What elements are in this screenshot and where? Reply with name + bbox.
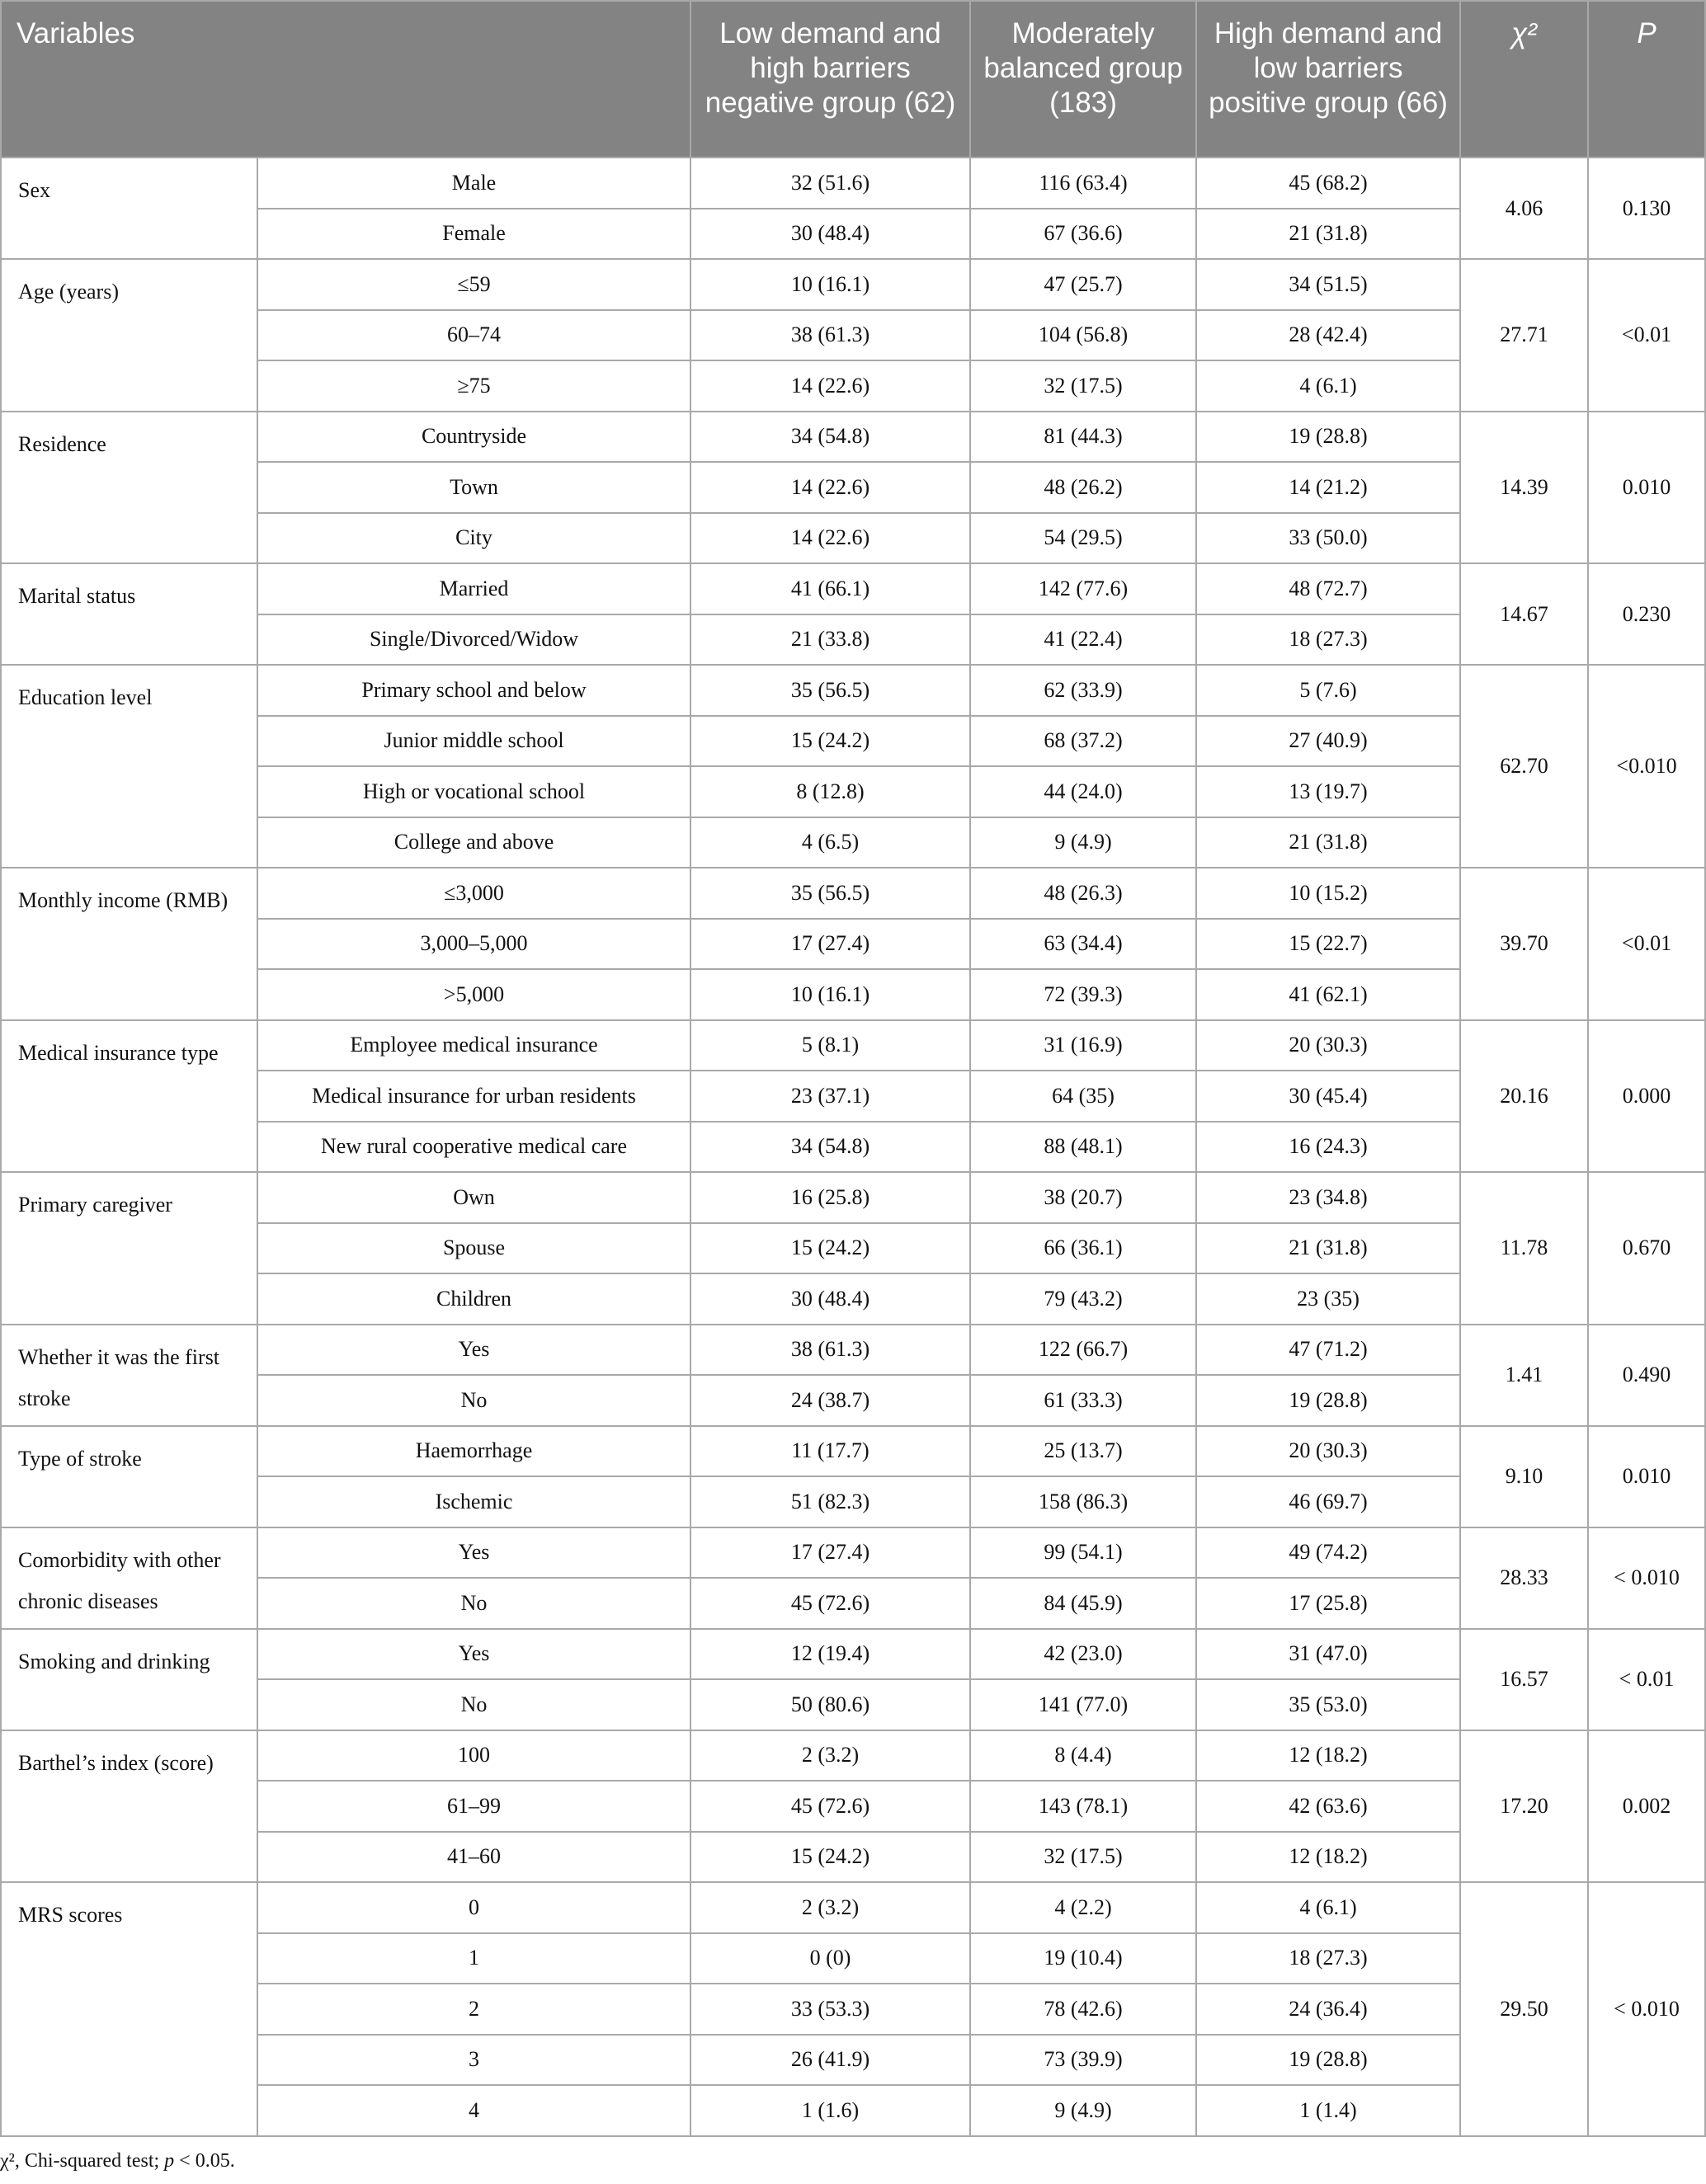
low-group-cell: 16 (25.8) xyxy=(690,1172,970,1223)
category-cell: Yes xyxy=(257,1325,690,1376)
high-group-cell: 14 (21.2) xyxy=(1196,462,1460,513)
chi2-cell: 28.33 xyxy=(1460,1527,1588,1629)
variable-cell: Education level xyxy=(1,665,257,868)
moderate-group-cell: 48 (26.3) xyxy=(970,868,1196,919)
p-value-cell: 0.010 xyxy=(1588,1426,1705,1527)
category-cell: New rural cooperative medical care xyxy=(257,1122,690,1173)
p-value-cell: <0.01 xyxy=(1588,868,1705,1020)
category-cell: Spouse xyxy=(257,1223,690,1274)
p-value-cell: < 0.010 xyxy=(1588,1527,1705,1629)
low-group-cell: 24 (38.7) xyxy=(690,1375,970,1426)
low-group-cell: 14 (22.6) xyxy=(690,360,970,412)
low-group-cell: 38 (61.3) xyxy=(690,310,970,361)
table-row xyxy=(1,1629,1705,1680)
low-group-cell: 34 (54.8) xyxy=(690,1122,970,1173)
high-group-cell: 49 (74.2) xyxy=(1196,1527,1460,1579)
moderate-group-cell: 116 (63.4) xyxy=(970,158,1196,209)
chi2-cell: 16.57 xyxy=(1460,1629,1588,1730)
high-group-cell: 10 (15.2) xyxy=(1196,868,1460,919)
category-cell: >5,000 xyxy=(257,969,690,1020)
variable-cell: Smoking and drinking xyxy=(1,1629,257,1730)
low-group-cell: 12 (19.4) xyxy=(690,1629,970,1680)
moderate-group-cell: 62 (33.9) xyxy=(970,665,1196,716)
category-cell: 100 xyxy=(257,1730,690,1782)
moderate-group-cell: 32 (17.5) xyxy=(970,1832,1196,1883)
category-cell: No xyxy=(257,1578,690,1629)
high-group-cell: 47 (71.2) xyxy=(1196,1325,1460,1376)
footnote-text: , Chi-squared test; xyxy=(14,2150,165,2172)
moderate-group-cell: 84 (45.9) xyxy=(970,1578,1196,1629)
high-group-cell: 18 (27.3) xyxy=(1196,1933,1460,1984)
low-group-cell: 17 (27.4) xyxy=(690,1527,970,1579)
high-group-cell: 27 (40.9) xyxy=(1196,716,1460,767)
category-cell: Countryside xyxy=(257,412,690,463)
p-value-cell: 0.670 xyxy=(1588,1172,1705,1325)
high-group-cell: 46 (69.7) xyxy=(1196,1476,1460,1527)
high-group-cell: 19 (28.8) xyxy=(1196,2035,1460,2086)
moderate-group-cell: 64 (35) xyxy=(970,1071,1196,1122)
category-cell: Junior middle school xyxy=(257,716,690,767)
header-low-group: Low demand and high barriers negative group (62) xyxy=(690,1,970,158)
category-cell: Employee medical insurance xyxy=(257,1020,690,1071)
low-group-cell: 0 (0) xyxy=(690,1933,970,1984)
variable-cell: Comorbidity with other chronic diseases xyxy=(1,1527,257,1629)
chi2-cell: 39.70 xyxy=(1460,868,1588,1020)
variable-cell: Type of stroke xyxy=(1,1426,257,1527)
moderate-group-cell: 68 (37.2) xyxy=(970,716,1196,767)
low-group-cell: 34 (54.8) xyxy=(690,412,970,463)
chi2-cell: 14.67 xyxy=(1460,563,1588,665)
category-cell: High or vocational school xyxy=(257,766,690,817)
category-cell: Town xyxy=(257,462,690,513)
moderate-group-cell: 47 (25.7) xyxy=(970,259,1196,310)
low-group-cell: 23 (37.1) xyxy=(690,1071,970,1122)
high-group-cell: 13 (19.7) xyxy=(1196,766,1460,817)
moderate-group-cell: 31 (16.9) xyxy=(970,1020,1196,1071)
moderate-group-cell: 41 (22.4) xyxy=(970,614,1196,666)
p-value-cell: 0.230 xyxy=(1588,563,1705,665)
high-group-cell: 23 (34.8) xyxy=(1196,1172,1460,1223)
footnote-p-text: < 0.05. xyxy=(174,2150,235,2172)
low-group-cell: 50 (80.6) xyxy=(690,1679,970,1730)
high-group-cell: 42 (63.6) xyxy=(1196,1781,1460,1832)
table-footnote xyxy=(0,2150,235,2172)
variable-cell: Residence xyxy=(1,412,257,564)
p-value-cell: <0.010 xyxy=(1588,665,1705,868)
low-group-cell: 51 (82.3) xyxy=(690,1476,970,1527)
high-group-cell: 12 (18.2) xyxy=(1196,1730,1460,1782)
high-group-cell: 12 (18.2) xyxy=(1196,1832,1460,1883)
category-cell: College and above xyxy=(257,817,690,868)
table-row xyxy=(1,1882,1705,1933)
high-group-cell: 5 (7.6) xyxy=(1196,665,1460,716)
chi2-cell: 17.20 xyxy=(1460,1730,1588,1883)
high-group-cell: 19 (28.8) xyxy=(1196,1375,1460,1426)
category-cell: 0 xyxy=(257,1882,690,1933)
category-cell: 3,000–5,000 xyxy=(257,919,690,970)
low-group-cell: 10 (16.1) xyxy=(690,259,970,310)
high-group-cell: 30 (45.4) xyxy=(1196,1071,1460,1122)
variable-cell: MRS scores xyxy=(1,1882,257,2136)
table-row xyxy=(1,868,1705,919)
table-row xyxy=(1,563,1705,614)
category-cell: 2 xyxy=(257,1984,690,2035)
moderate-group-cell: 54 (29.5) xyxy=(970,513,1196,564)
high-group-cell: 17 (25.8) xyxy=(1196,1578,1460,1629)
chi2-cell: 27.71 xyxy=(1460,259,1588,412)
variable-cell: Primary caregiver xyxy=(1,1172,257,1325)
low-group-cell: 41 (66.1) xyxy=(690,563,970,614)
high-group-cell: 23 (35) xyxy=(1196,1273,1460,1325)
chi2-cell: 20.16 xyxy=(1460,1020,1588,1173)
category-cell: 41–60 xyxy=(257,1832,690,1883)
category-cell: Ischemic xyxy=(257,1476,690,1527)
header-row xyxy=(1,1,1705,158)
high-group-cell: 16 (24.3) xyxy=(1196,1122,1460,1173)
low-group-cell: 45 (72.6) xyxy=(690,1781,970,1832)
high-group-cell: 24 (36.4) xyxy=(1196,1984,1460,2035)
category-cell: ≤3,000 xyxy=(257,868,690,919)
table-row xyxy=(1,158,1705,209)
variable-cell: Monthly income (RMB) xyxy=(1,868,257,1020)
category-cell: 1 xyxy=(257,1933,690,1984)
high-group-cell: 21 (31.8) xyxy=(1196,209,1460,260)
low-group-cell: 45 (72.6) xyxy=(690,1578,970,1629)
low-group-cell: 30 (48.4) xyxy=(690,1273,970,1325)
moderate-group-cell: 38 (20.7) xyxy=(970,1172,1196,1223)
moderate-group-cell: 78 (42.6) xyxy=(970,1984,1196,2035)
high-group-cell: 21 (31.8) xyxy=(1196,1223,1460,1274)
moderate-group-cell: 32 (17.5) xyxy=(970,360,1196,412)
moderate-group-cell: 158 (86.3) xyxy=(970,1476,1196,1527)
moderate-group-cell: 48 (26.2) xyxy=(970,462,1196,513)
category-cell: ≥75 xyxy=(257,360,690,412)
low-group-cell: 11 (17.7) xyxy=(690,1426,970,1477)
table-row xyxy=(1,665,1705,716)
category-cell: Children xyxy=(257,1273,690,1325)
header-high-group: High demand and low barriers positive group (66) xyxy=(1196,1,1460,158)
moderate-group-cell: 8 (4.4) xyxy=(970,1730,1196,1782)
p-value-cell: 0.490 xyxy=(1588,1325,1705,1426)
category-cell: Haemorrhage xyxy=(257,1426,690,1477)
moderate-group-cell: 9 (4.9) xyxy=(970,2085,1196,2136)
moderate-group-cell: 25 (13.7) xyxy=(970,1426,1196,1477)
low-group-cell: 30 (48.4) xyxy=(690,209,970,260)
footnote-chi2-symbol: χ² xyxy=(0,2150,15,2172)
low-group-cell: 5 (8.1) xyxy=(690,1020,970,1071)
moderate-group-cell: 44 (24.0) xyxy=(970,766,1196,817)
low-group-cell: 17 (27.4) xyxy=(690,919,970,970)
moderate-group-cell: 122 (66.7) xyxy=(970,1325,1196,1376)
table-row xyxy=(1,1020,1705,1071)
low-group-cell: 2 (3.2) xyxy=(690,1882,970,1933)
moderate-group-cell: 4 (2.2) xyxy=(970,1882,1196,1933)
p-value-cell: 0.002 xyxy=(1588,1730,1705,1883)
table-row xyxy=(1,259,1705,310)
high-group-cell: 4 (6.1) xyxy=(1196,1882,1460,1933)
table-row xyxy=(1,412,1705,463)
low-group-cell: 14 (22.6) xyxy=(690,513,970,564)
moderate-group-cell: 141 (77.0) xyxy=(970,1679,1196,1730)
high-group-cell: 1 (1.4) xyxy=(1196,2085,1460,2136)
table-header xyxy=(1,1,1705,158)
chi2-cell: 11.78 xyxy=(1460,1172,1588,1325)
header-variables: Variables xyxy=(1,1,690,158)
table-row xyxy=(1,1172,1705,1223)
low-group-cell: 26 (41.9) xyxy=(690,2035,970,2086)
high-group-cell: 18 (27.3) xyxy=(1196,614,1460,666)
p-value-cell: < 0.010 xyxy=(1588,1882,1705,2136)
category-cell: Own xyxy=(257,1172,690,1223)
low-group-cell: 15 (24.2) xyxy=(690,716,970,767)
variable-cell: Medical insurance type xyxy=(1,1020,257,1173)
chi2-cell: 9.10 xyxy=(1460,1426,1588,1527)
high-group-cell: 20 (30.3) xyxy=(1196,1020,1460,1071)
moderate-group-cell: 143 (78.1) xyxy=(970,1781,1196,1832)
category-cell: No xyxy=(257,1679,690,1730)
chi2-cell: 29.50 xyxy=(1460,1882,1588,2136)
moderate-group-cell: 81 (44.3) xyxy=(970,412,1196,463)
high-group-cell: 31 (47.0) xyxy=(1196,1629,1460,1680)
chi2-cell: 4.06 xyxy=(1460,158,1588,259)
category-cell: 60–74 xyxy=(257,310,690,361)
category-cell: 4 xyxy=(257,2085,690,2136)
high-group-cell: 15 (22.7) xyxy=(1196,919,1460,970)
variable-cell: Age (years) xyxy=(1,259,257,412)
low-group-cell: 1 (1.6) xyxy=(690,2085,970,2136)
low-group-cell: 35 (56.5) xyxy=(690,868,970,919)
table-row xyxy=(1,1426,1705,1477)
low-group-cell: 15 (24.2) xyxy=(690,1223,970,1274)
low-group-cell: 8 (12.8) xyxy=(690,766,970,817)
high-group-cell: 21 (31.8) xyxy=(1196,817,1460,868)
high-group-cell: 41 (62.1) xyxy=(1196,969,1460,1020)
p-value-cell: <0.01 xyxy=(1588,259,1705,412)
moderate-group-cell: 99 (54.1) xyxy=(970,1527,1196,1579)
chi2-cell: 14.39 xyxy=(1460,412,1588,564)
moderate-group-cell: 42 (23.0) xyxy=(970,1629,1196,1680)
p-value-cell: < 0.01 xyxy=(1588,1629,1705,1730)
category-cell: Yes xyxy=(257,1527,690,1579)
p-value-cell: 0.130 xyxy=(1588,158,1705,259)
category-cell: No xyxy=(257,1375,690,1426)
table-row xyxy=(1,1527,1705,1579)
moderate-group-cell: 104 (56.8) xyxy=(970,310,1196,361)
low-group-cell: 15 (24.2) xyxy=(690,1832,970,1883)
category-cell: Single/Divorced/Widow xyxy=(257,614,690,666)
category-cell: City xyxy=(257,513,690,564)
low-group-cell: 38 (61.3) xyxy=(690,1325,970,1376)
variable-cell: Whether it was the first stroke xyxy=(1,1325,257,1426)
moderate-group-cell: 9 (4.9) xyxy=(970,817,1196,868)
moderate-group-cell: 88 (48.1) xyxy=(970,1122,1196,1173)
low-group-cell: 21 (33.8) xyxy=(690,614,970,666)
header-p: P xyxy=(1588,1,1705,158)
low-group-cell: 10 (16.1) xyxy=(690,969,970,1020)
table-row xyxy=(1,1730,1705,1782)
low-group-cell: 35 (56.5) xyxy=(690,665,970,716)
moderate-group-cell: 63 (34.4) xyxy=(970,919,1196,970)
high-group-cell: 34 (51.5) xyxy=(1196,259,1460,310)
high-group-cell: 35 (53.0) xyxy=(1196,1679,1460,1730)
high-group-cell: 48 (72.7) xyxy=(1196,563,1460,614)
moderate-group-cell: 66 (36.1) xyxy=(970,1223,1196,1274)
moderate-group-cell: 19 (10.4) xyxy=(970,1933,1196,1984)
p-value-cell: 0.000 xyxy=(1588,1020,1705,1173)
moderate-group-cell: 72 (39.3) xyxy=(970,969,1196,1020)
category-cell: Male xyxy=(257,158,690,209)
low-group-cell: 4 (6.5) xyxy=(690,817,970,868)
high-group-cell: 33 (50.0) xyxy=(1196,513,1460,564)
category-cell: 61–99 xyxy=(257,1781,690,1832)
moderate-group-cell: 61 (33.3) xyxy=(970,1375,1196,1426)
high-group-cell: 28 (42.4) xyxy=(1196,310,1460,361)
moderate-group-cell: 73 (39.9) xyxy=(970,2035,1196,2086)
category-cell: Yes xyxy=(257,1629,690,1680)
moderate-group-cell: 142 (77.6) xyxy=(970,563,1196,614)
variable-cell: Sex xyxy=(1,158,257,259)
category-cell: ≤59 xyxy=(257,259,690,310)
low-group-cell: 14 (22.6) xyxy=(690,462,970,513)
table-row xyxy=(1,1325,1705,1376)
chi2-cell: 1.41 xyxy=(1460,1325,1588,1426)
low-group-cell: 33 (53.3) xyxy=(690,1984,970,2035)
header-chi2: χ² xyxy=(1460,1,1588,158)
category-cell: Medical insurance for urban residents xyxy=(257,1071,690,1122)
category-cell: Married xyxy=(257,563,690,614)
header-moderate-group: Moderately balanced group (183) xyxy=(970,1,1196,158)
high-group-cell: 19 (28.8) xyxy=(1196,412,1460,463)
variable-cell: Marital status xyxy=(1,563,257,665)
moderate-group-cell: 67 (36.6) xyxy=(970,209,1196,260)
p-value-cell: 0.010 xyxy=(1588,412,1705,564)
moderate-group-cell: 79 (43.2) xyxy=(970,1273,1196,1325)
chi2-cell: 62.70 xyxy=(1460,665,1588,868)
high-group-cell: 45 (68.2) xyxy=(1196,158,1460,209)
table-body xyxy=(1,158,1705,2136)
footnote-p-symbol: p xyxy=(164,2150,175,2172)
category-cell: Female xyxy=(257,209,690,260)
low-group-cell: 2 (3.2) xyxy=(690,1730,970,1782)
category-cell: 3 xyxy=(257,2035,690,2086)
low-group-cell: 32 (51.6) xyxy=(690,158,970,209)
category-cell: Primary school and below xyxy=(257,665,690,716)
high-group-cell: 4 (6.1) xyxy=(1196,360,1460,412)
variable-cell: Barthel’s index (score) xyxy=(1,1730,257,1883)
high-group-cell: 20 (30.3) xyxy=(1196,1426,1460,1477)
